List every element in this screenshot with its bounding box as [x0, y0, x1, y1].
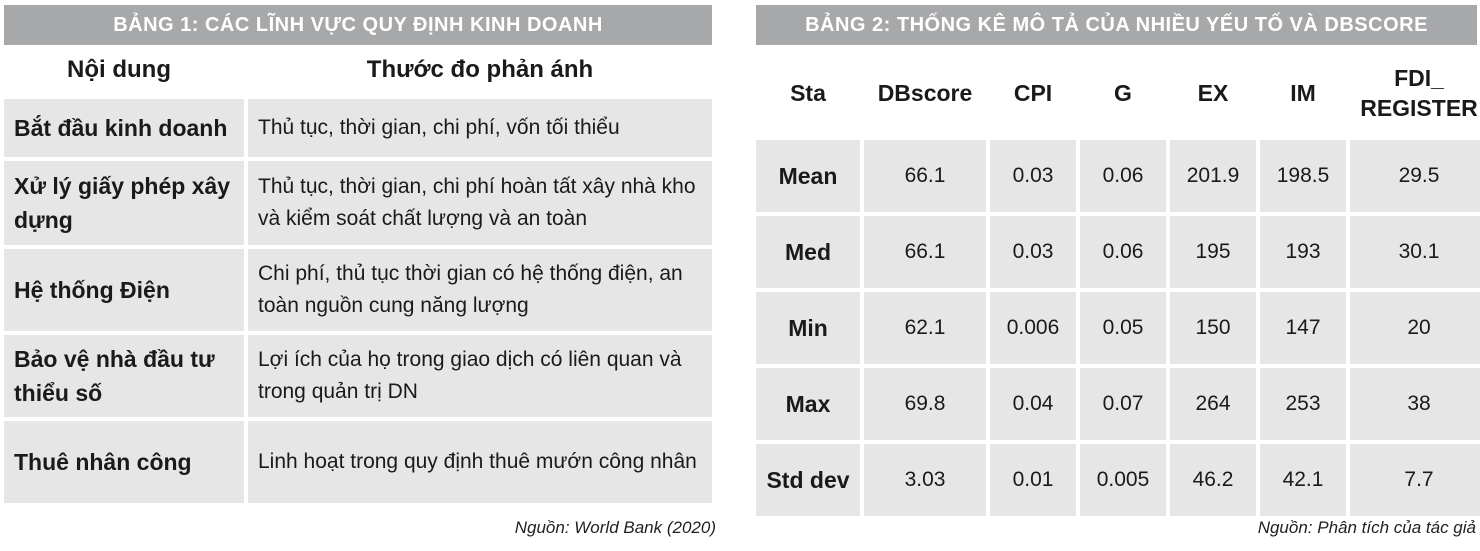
- row-measure: Thủ tục, thời gian, chi phí hoàn tất xây nhà kho và kiểm soát chất lượng và an toàn: [248, 161, 712, 245]
- table-1-source: Nguồn: World Bank (2020): [514, 518, 716, 537]
- table-cell: 201.9: [1170, 140, 1256, 212]
- table-cell: 0.06: [1080, 140, 1166, 212]
- table-1: [4, 5, 712, 503]
- table-row: [4, 249, 712, 331]
- table-cell: 20: [1350, 292, 1480, 364]
- table-cell: 29.5: [1350, 140, 1480, 212]
- table-cell: 0.07: [1080, 368, 1166, 440]
- column-header: FDI_ REGISTER: [1360, 65, 1478, 121]
- table-cell: 46.2: [1170, 444, 1256, 516]
- table-cell: 264: [1170, 368, 1256, 440]
- table-row: [4, 99, 712, 157]
- table-cell: 0.06: [1080, 216, 1166, 288]
- table-cell: 0.01: [990, 444, 1076, 516]
- table-cell: 66.1: [864, 140, 986, 212]
- row-topic: Hệ thống Điện: [4, 249, 244, 331]
- table-cell: 195: [1170, 216, 1256, 288]
- table-cell: 147: [1260, 292, 1346, 364]
- row-label: Std dev: [756, 444, 860, 516]
- table-cell: 0.03: [990, 216, 1076, 288]
- table-1-header-topic: Nội dung: [67, 56, 171, 83]
- table-cell: 42.1: [1260, 444, 1346, 516]
- table-2-source: Nguồn: Phân tích của tác giả: [1257, 518, 1476, 537]
- table-cell: 7.7: [1350, 444, 1480, 516]
- table-1-header-measure: Thước đo phản ánh: [366, 56, 594, 83]
- column-header: IM: [1290, 80, 1316, 106]
- table-1-title: BẢNG 1: CÁC LĨNH VỰC QUY ĐỊNH KINH DOANH: [4, 5, 712, 45]
- row-measure: Chi phí, thủ tục thời gian có hệ thống điện, an toàn nguồn cung năng lượng: [248, 249, 712, 331]
- row-label: Mean: [756, 140, 860, 212]
- column-header: CPI: [1013, 80, 1053, 106]
- row-topic: Xử lý giấy phép xây dựng: [4, 161, 244, 245]
- row-measure: Thủ tục, thời gian, chi phí, vốn tối thiểu: [248, 99, 712, 157]
- column-header: EX: [1197, 80, 1229, 106]
- table-cell: 0.006: [990, 292, 1076, 364]
- table-cell: 62.1: [864, 292, 986, 364]
- table-cell: 0.005: [1080, 444, 1166, 516]
- table-cell: 38: [1350, 368, 1480, 440]
- column-header: Sta: [790, 80, 826, 106]
- table-row: [4, 421, 712, 503]
- table-2-title: BẢNG 2: THỐNG KÊ MÔ TẢ CỦA NHIỀU YẾU TỐ VÀ DBSCORE: [756, 5, 1477, 45]
- table-cell: 0.05: [1080, 292, 1166, 364]
- table-2: [756, 5, 1477, 516]
- table-cell: 0.04: [990, 368, 1076, 440]
- table-2-grid: [756, 50, 1477, 516]
- table-cell: 66.1: [864, 216, 986, 288]
- table-cell: 69.8: [864, 368, 986, 440]
- row-measure: Linh hoạt trong quy định thuê mướn công nhân: [248, 421, 712, 503]
- table-cell: 198.5: [1260, 140, 1346, 212]
- row-label: Min: [756, 292, 860, 364]
- row-label: Med: [756, 216, 860, 288]
- column-header: G: [1114, 80, 1132, 106]
- row-topic: Bảo vệ nhà đầu tư thiểu số: [4, 335, 244, 417]
- row-topic: Thuê nhân công: [4, 421, 244, 503]
- table-row: [4, 161, 712, 245]
- row-topic: Bắt đầu kinh doanh: [4, 99, 244, 157]
- table-cell: 150: [1170, 292, 1256, 364]
- table-cell: 30.1: [1350, 216, 1480, 288]
- table-cell: 253: [1260, 368, 1346, 440]
- table-cell: 193: [1260, 216, 1346, 288]
- row-label: Max: [756, 368, 860, 440]
- table-cell: 3.03: [864, 444, 986, 516]
- row-measure: Lợi ích của họ trong giao dịch có liên quan và trong quản trị DN: [248, 335, 712, 417]
- table-cell: 0.03: [990, 140, 1076, 212]
- table-row: [4, 335, 712, 417]
- table-1-header-row: [4, 45, 712, 95]
- column-header: DBscore: [877, 80, 973, 106]
